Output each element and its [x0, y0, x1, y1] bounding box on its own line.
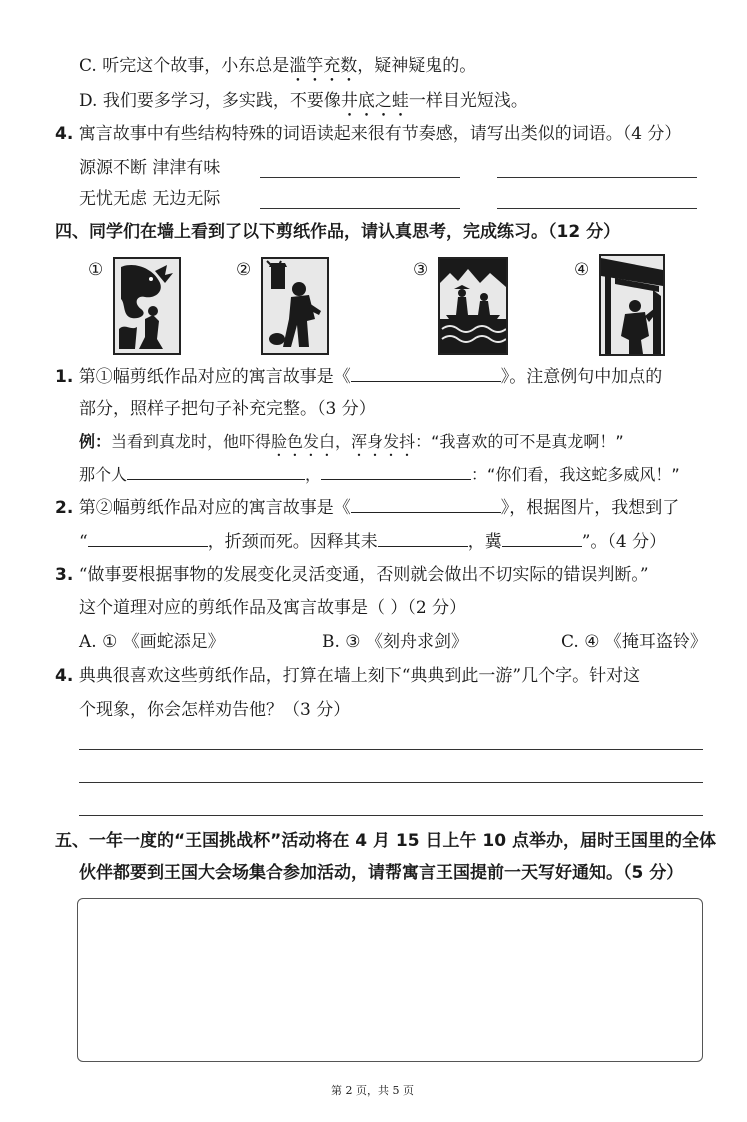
question-4: 4. 典典很喜欢这些剪纸作品，打算在墙上刻下“典典到此一游”几个字。针对这	[55, 666, 641, 686]
question-1: 1. 第①幅剪纸作品对应的寓言故事是《 》。注意例句中加点的	[55, 367, 663, 387]
question-2: 2. 第②幅剪纸作品对应的寓言故事是《 》，根据图片，我想到了	[55, 498, 680, 518]
question-4-cont: 个现象，你会怎样劝告他？（3 分）	[79, 700, 351, 720]
question-2-cont: “ ，折颈而死。因释其耒 ，冀 ”。（4 分）	[79, 532, 667, 552]
answer-blank[interactable]	[351, 496, 501, 513]
option-c: C. 听完这个故事，小东总是滥竽充数，疑神疑鬼的。	[79, 56, 477, 76]
fill-sentence: 那个人 ， ：“你们看，我这蛇多威风！”	[79, 465, 680, 484]
words-row-1: 源源不断 津津有味	[79, 158, 221, 178]
answer-line[interactable]	[79, 749, 703, 750]
answer-line[interactable]	[260, 177, 460, 178]
figure-number: ①	[88, 260, 104, 280]
dragon-papercut-icon	[113, 257, 181, 355]
question-4-words: 4. 寓言故事中有些结构特殊的词语读起来很有节奏感，请写出类似的词语。（4 分）	[55, 124, 682, 144]
answer-blank[interactable]	[378, 530, 468, 547]
section-5-heading-cont: 伙伴都要到王国大会场集合参加活动，请帮寓言王国提前一天写好通知。（5 分）	[79, 863, 684, 883]
words-row-2: 无忧无虑 无边无际	[79, 189, 221, 209]
question-3-cont: 这个道理对应的剪纸作品及寓言故事是（ ）（2 分）	[79, 598, 467, 618]
option-c[interactable]: C. ④ 《掩耳盗铃》	[561, 632, 707, 652]
boat-papercut-icon	[438, 257, 508, 355]
page-number: 第 2 页，共 5 页	[331, 1084, 414, 1097]
answer-blank[interactable]	[127, 463, 305, 480]
answer-blank[interactable]	[351, 365, 501, 382]
figure-number: ④	[574, 260, 590, 280]
question-3: 3. “做事要根据事物的发展变化灵活变通，否则就会做出不切实际的错误判断。”	[55, 565, 649, 585]
question-1-cont: 部分，照样子把句子补充完整。（3 分）	[79, 399, 376, 419]
roof-bell-papercut-icon	[599, 254, 665, 356]
answer-blank[interactable]	[502, 530, 582, 547]
section-5-heading: 五、一年一度的“王国挑战杯”活动将在 4 月 15 日上午 10 点举办，届时王国里的全体	[55, 831, 716, 851]
tree-stump-rabbit-papercut-icon	[261, 257, 329, 355]
answer-line[interactable]	[79, 782, 703, 783]
writing-box[interactable]	[77, 898, 703, 1062]
answer-blank[interactable]	[88, 530, 208, 547]
option-b[interactable]: B. ③ 《刻舟求剑》	[322, 632, 468, 652]
section-4-heading: 四、同学们在墙上看到了以下剪纸作品，请认真思考，完成练习。（12 分）	[55, 222, 621, 242]
figure-number: ②	[236, 260, 252, 280]
answer-line[interactable]	[260, 208, 460, 209]
answer-line[interactable]	[79, 815, 703, 816]
figure-number: ③	[413, 260, 429, 280]
answer-line[interactable]	[497, 177, 697, 178]
option-d: D. 我们要多学习，多实践，不要像井底之蛙一样目光短浅。	[79, 91, 528, 111]
answer-blank[interactable]	[321, 463, 471, 480]
answer-line[interactable]	[497, 208, 697, 209]
example-sentence: 例：当看到真龙时，他吓得脸色发白，浑身发抖：“我喜欢的可不是真龙啊！”	[79, 432, 624, 451]
option-a[interactable]: A. ① 《画蛇添足》	[79, 632, 225, 652]
